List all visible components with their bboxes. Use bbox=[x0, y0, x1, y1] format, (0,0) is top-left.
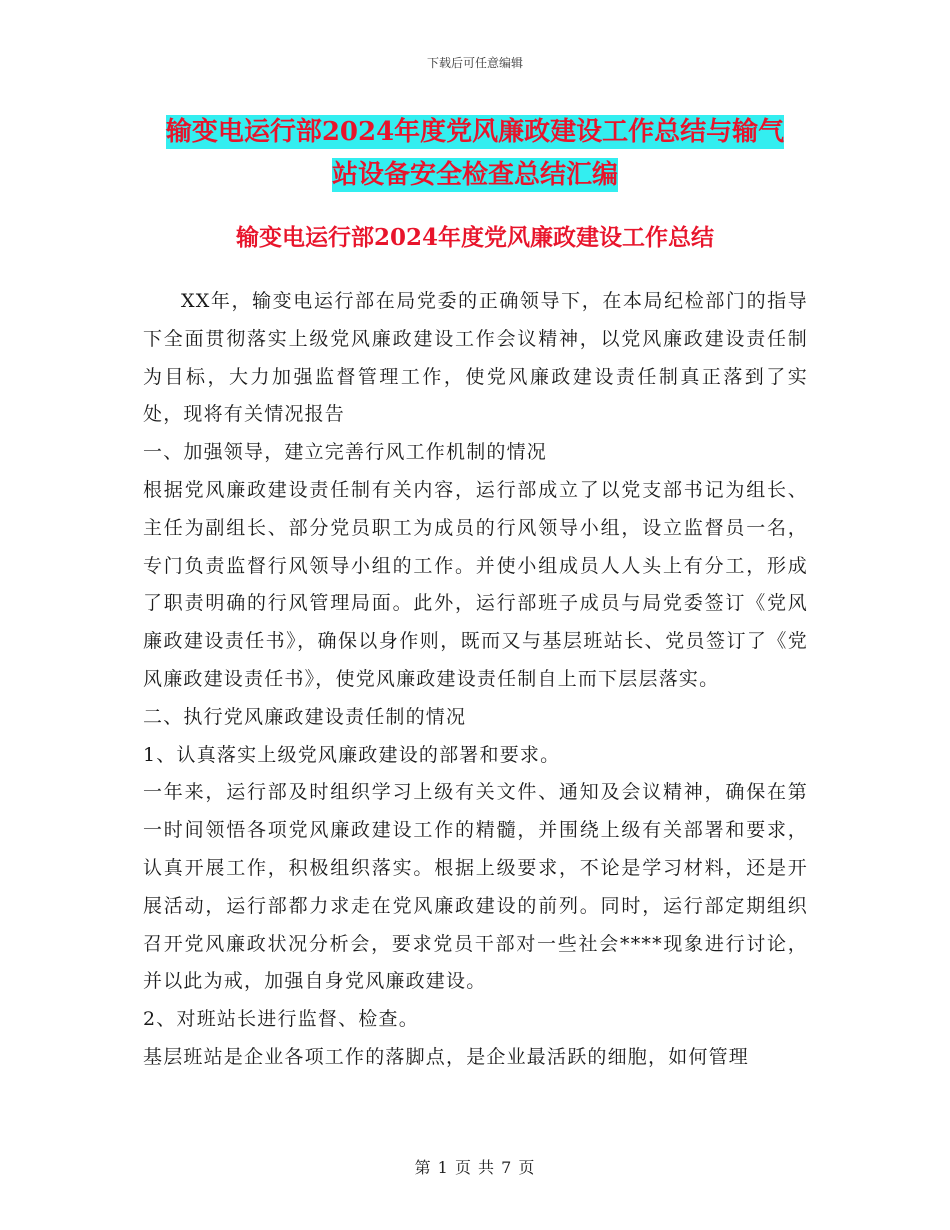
document-title-text-2: 站设备安全检查总结汇编 bbox=[331, 160, 618, 190]
paragraph-intro: XX年，输变电运行部在局党委的正确领导下，在本局纪检部门的指导下全面贯彻落实上级党风廉政建设工作会议精神，以党风廉政建设责任制为目标，大力加强监督管理工作，使党风廉政建设责任制真正落到了实处，现将有关情况报告 bbox=[143, 290, 808, 426]
page-number: 第 1 页 共 7 页 bbox=[414, 1158, 536, 1177]
section-title: 输变电运行部2024年度党风廉政建设工作总结 bbox=[235, 224, 714, 251]
header-note: 下载后可任意编辑 bbox=[426, 56, 523, 70]
paragraph: 基层班站是企业各项工作的落脚点，是企业最活跃的细胞，如何管理 bbox=[143, 1045, 750, 1068]
heading-2: 二、执行党风廉政建设责任制的情况 bbox=[143, 705, 467, 728]
paragraph: 根据党风廉政建设责任制有关内容，运行部成立了以党支部书记为组长、主任为副组长、部分党员职工为成员的行风领导小组，设立监督员一名，专门负责监督行风领导小组的工作。并使小组成员人人头上有分工，形成了职责明确的行风管理局面。此外，运行部班子成员与局党委签订《党风廉政建设责任书》，确保以身作则，既而又与基层班站长、党员签订了《党风廉政建设责任书》，使党风廉政建设责任制自上而下层层落实。 bbox=[143, 478, 808, 690]
document-title-text-1: 输变电运行部2024年度党风廉政建设工作总结与输气 bbox=[165, 117, 785, 147]
subheading-1: 1、认真落实上级党风廉政建设的部署和要求。 bbox=[143, 743, 561, 766]
document-body bbox=[143, 283, 808, 1077]
subheading-2: 2、对班站长进行监督、检查。 bbox=[143, 1008, 419, 1031]
document-title-line-2 bbox=[0, 155, 950, 195]
heading-1: 一、加强领导，建立完善行风工作机制的情况 bbox=[143, 441, 548, 464]
document-title-line-1 bbox=[0, 112, 950, 152]
paragraph: 一年来，运行部及时组织学习上级有关文件、通知及会议精神，确保在第一时间领悟各项党风廉政建设工作的精髓，并围绕上级有关部署和要求，认真开展工作，积极组织落实。根据上级要求，不论是学习材料，还是开展活动，运行部都力求走在党风廉政建设的前列。同时，运行部定期组织召开党风廉政状况分析会，要求党员干部对一些社会****现象进行讨论，并以此为戒，加强自身党风廉政建设。 bbox=[143, 781, 808, 993]
